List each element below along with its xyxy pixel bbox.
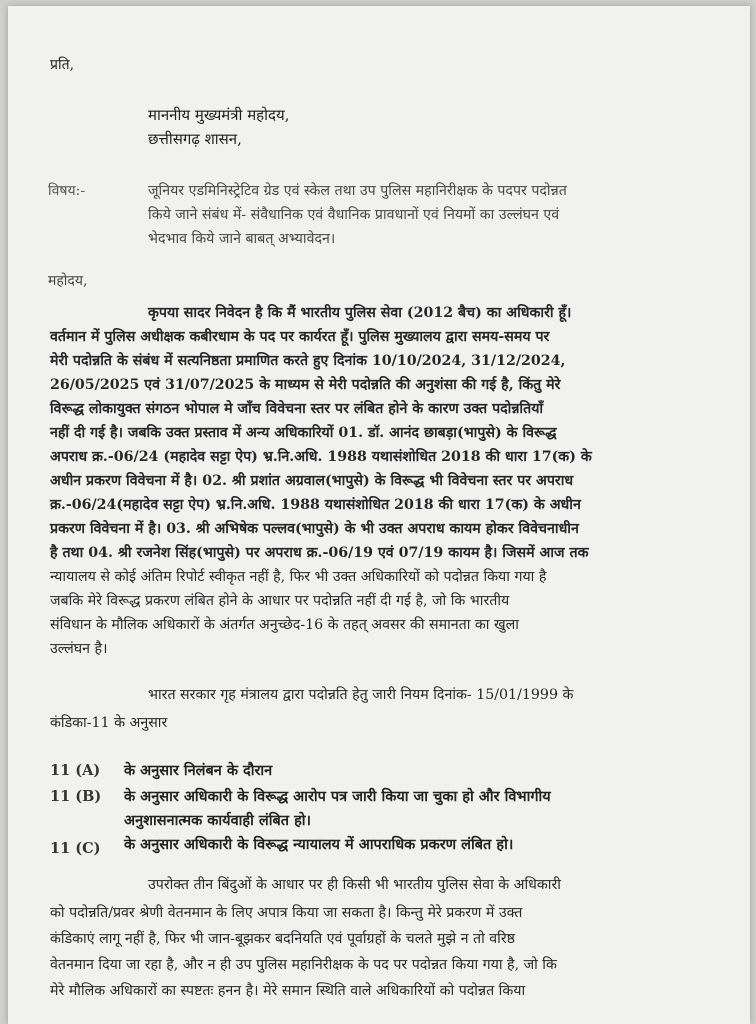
paragraph-1-line: कृपया सादर निवेदन है कि मैं भारतीय पुलिस सेवा (2012 बैच) का अधिकारी हूँ। — [148, 305, 572, 321]
paragraph-1-line: अपराध क्र.-06/24 (महादेव सट्टा ऐप) भ्र.नि.अधि. 1988 यथासंशोधित 2018 की धारा 17(क) के — [50, 449, 592, 465]
subject-label: विषय:- — [48, 183, 86, 199]
subject-line: भेदभाव किये जाने बाबत् अभ्यावेदन। — [148, 231, 336, 247]
paragraph-1-line: क्र.-06/24(महादेव सट्टा ऐप) भ्र.नि.अधि. 1988 यथासंशोधित 2018 की धारा 17(क) के अधीन — [50, 497, 581, 513]
paragraph-2-line: कंडिका-11 के अनुसार — [50, 715, 168, 731]
paragraph-1-line: न्यायालय से कोई अंतिम रिपोर्ट स्वीकृत नहीं है, फिर भी उक्त अधिकारियों को पदोन्नत किया गया है — [50, 569, 547, 585]
paragraph-3-line: को पदोन्नति/प्रवर श्रेणी वेतनमान के लिए अपात्र किया जा सकता है। किन्तु मेरे प्रकरण में उक्त — [50, 905, 523, 921]
paragraph-3-line: उपरोक्त तीन बिंदुओं के आधार पर ही किसी भी भारतीय पुलिस सेवा के अधिकारी — [148, 877, 561, 893]
paragraph-3-line: वेतनमान दिया जा रहा है, और न ही उप पुलिस महानिरीक्षक के पद पर पदोन्नत किया गया है, जो कि — [50, 957, 557, 973]
rule-text: के अनुसार अधिकारी के विरूद्ध न्यायालय में आपराधिक प्रकरण लंबित हो। — [124, 836, 514, 853]
paragraph-1-line: नहीं दी गई है। जबकि उक्त प्रस्ताव में अन्य अधिकारियों 01. डॉ. आनंद छाबड़ा(भापुसे) के विरूद्ध — [50, 425, 557, 441]
subject-line: जूनियर एडमिनिस्ट्रेटिव ग्रेड एवं स्केल तथा उप पुलिस महानिरीक्षक के पदपर पदोन्नत — [148, 183, 567, 199]
paragraph-1-line: अधीन प्रकरण विवेचना में है। 02. श्री प्रशांत अग्रवाल(भापुसे) के विरूद्ध भी विवेचना स्तर पर अपराध — [50, 473, 574, 489]
rule-label: 11 (A) — [50, 762, 101, 779]
paragraph-1-line: वर्तमान में पुलिस अधीक्षक कबीरधाम के पद पर कार्यरत हूँ। पुलिस मुख्यालय द्वारा समय-समय पर — [50, 329, 550, 345]
paragraph-1-line: जबकि मेरे विरूद्ध प्रकरण लंबित होने के आधार पर पदोन्नति नहीं दी गई है, जो कि भारतीय — [50, 593, 510, 609]
subject-line: किये जाने संबंध में- संवैधानिक एवं वैधानिक प्रावधानों एवं नियमों का उल्लंघन एवं — [148, 207, 560, 223]
letter-page — [8, 6, 750, 1024]
rule-text: के अनुसार अधिकारी के विरूद्ध आरोप पत्र जारी किया जा चुका हो और विभागीय — [124, 788, 551, 805]
rule-text: के अनुसार निलंबन के दौरान — [124, 762, 273, 779]
rule-label: 11 (C) — [50, 840, 101, 857]
paragraph-3-line: कंडिकाएं लागू नहीं है, फिर भी जान-बूझकर बदनियति एवं पूर्वाग्रहों के चलते मुझे न तो वरिष्ठ — [50, 931, 516, 947]
recipient-line-2: छत्तीसगढ़ शासन, — [148, 130, 242, 148]
paragraph-2-line: भारत सरकार गृह मंत्रालय द्वारा पदोन्नति हेतु जारी नियम दिनांक- 15/01/1999 के — [148, 687, 574, 703]
recipient-line-1: माननीय मुख्यमंत्री महोदय, — [148, 106, 290, 124]
paragraph-1-line: उल्लंघन है। — [50, 641, 108, 657]
paragraph-1-line: विरूद्ध लोकायुक्त संगठन भोपाल मे जाँच विवेचना स्तर पर लंबित होने के कारण उक्त पदोन्नतियाँ — [50, 401, 544, 417]
paragraph-1-line: 26/05/2025 एवं 31/07/2025 के माध्यम से मेरी पदोन्नति की अनुशंसा की गई है, किंतु मेरे — [50, 377, 561, 393]
paragraph-1-line: प्रकरण विवेचना में है। 03. श्री अभिषेक पल्लव(भापुसे) के भी उक्त अपराध कायम होकर विवेचनाधीन — [50, 521, 579, 537]
paragraph-1-line: संविधान के मौलिक अधिकारों के अंतर्गत अनुच्छेद-16 के तहत् अवसर की समानता का खुला — [50, 617, 519, 633]
greeting: महोदय, — [48, 273, 88, 289]
salutation-to: प्रति, — [50, 57, 75, 73]
rule-text: अनुशासनात्मक कार्यवाही लंबित हो। — [124, 812, 312, 829]
rule-label: 11 (B) — [50, 788, 102, 805]
paragraph-1-line: है तथा 04. श्री रजनेश सिंह(भापुसे) पर अपराध क्र.-06/19 एवं 07/19 कायम है। जिसमें आज तक — [50, 545, 589, 561]
paragraph-1-line: मेरी पदोन्नति के संबंध में सत्यनिष्ठता प्रमाणित करते हुए दिनांक 10/10/2024, 31/12/2024, — [50, 353, 566, 369]
paragraph-3-line: मेरे मौलिक अधिकारों का स्पष्टतः हनन है। मेरे समान स्थिति वाले अधिकारियों को पदोन्नत किया — [50, 983, 526, 999]
